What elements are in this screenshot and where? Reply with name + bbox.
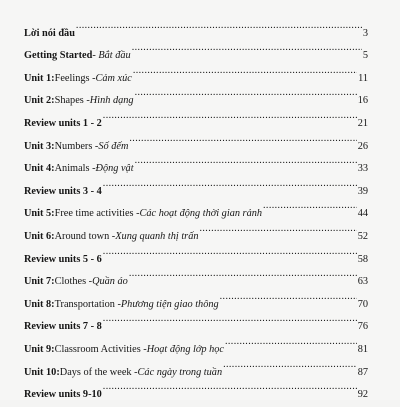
toc-page-number: 70 (357, 298, 368, 310)
toc-unit-label: Unit 4: (24, 163, 55, 175)
toc-entry-english: Days of the week - (59, 366, 138, 378)
toc-page-number: 3 (362, 27, 368, 39)
dot-leader (103, 171, 357, 194)
dot-leader (135, 149, 357, 172)
toc-entry-english: Transportation - (54, 298, 121, 310)
toc-page-number: 33 (357, 163, 368, 175)
dot-leader (220, 284, 357, 307)
table-of-contents (24, 13, 368, 401)
toc-entry-english: Clothes - (54, 276, 93, 288)
toc-entry-vietnamese: Số đếm (98, 140, 129, 152)
dot-leader (103, 103, 357, 126)
toc-entry-title: Review units 5 - 6 (24, 253, 102, 265)
toc-page-number: 21 (357, 117, 368, 129)
toc-entry-title: Review units 3 - 4 (24, 185, 102, 197)
toc-entry-title: Review units 7 - 8 (24, 321, 102, 333)
toc-entry-foreword (24, 13, 368, 39)
toc-page-number: 87 (357, 366, 368, 378)
toc-entry-vietnamese: Động vật (95, 163, 134, 175)
toc-unit-label: Unit 9: (24, 343, 55, 355)
toc-page-number: 16 (357, 95, 368, 107)
toc-page-number: 81 (357, 343, 368, 355)
toc-entry-vietnamese: Phương tiện giao thông (120, 298, 219, 310)
dot-leader (103, 307, 357, 330)
toc-entry-vietnamese: Hình dạng (89, 95, 134, 107)
dot-leader (223, 352, 357, 375)
toc-entry-english: Around town - (54, 230, 116, 242)
toc-entry-vietnamese: Cảm xúc (95, 72, 132, 84)
toc-page-number: 26 (357, 140, 368, 152)
toc-unit-label: Unit 8: (24, 298, 55, 310)
toc-page-number: 52 (357, 230, 368, 242)
toc-entry-vietnamese: - Bắt đầu (92, 50, 131, 62)
toc-entry-title: Review units 9-10 (24, 389, 102, 401)
toc-unit-label: Unit 7: (24, 276, 55, 288)
toc-unit-label: Unit 2: (24, 95, 55, 107)
dot-leader (129, 262, 357, 285)
toc-page-number: 76 (357, 321, 368, 333)
toc-unit-label: Unit 6: (24, 230, 55, 242)
toc-page-number: 39 (357, 185, 368, 197)
toc-entry-english: Numbers - (54, 140, 99, 152)
dot-leader (263, 194, 357, 217)
toc-entry-vietnamese: Quần áo (92, 276, 128, 288)
toc-entry-getting-started (24, 36, 368, 62)
toc-entry-english: Free time activities - (54, 208, 140, 220)
toc-entry-title: Lời nói đầu (24, 27, 75, 39)
toc-page-number: 63 (357, 276, 368, 288)
toc-entry-title: Review units 1 - 2 (24, 117, 102, 129)
dot-leader (200, 216, 357, 239)
dot-leader (103, 375, 357, 398)
toc-entry-vietnamese: Hoạt động lớp học (146, 343, 224, 355)
toc-unit-label: Unit 1: (24, 72, 55, 84)
dot-leader (103, 239, 357, 262)
toc-unit-label: Unit 3: (24, 140, 55, 152)
toc-page-number: 92 (357, 389, 368, 401)
toc-entry-title: Getting Started (24, 50, 93, 62)
toc-page-number: 58 (357, 253, 368, 265)
dot-leader (225, 329, 357, 352)
toc-page-number: 11 (358, 72, 368, 84)
toc-entry-vietnamese: Các hoạt động thời gian rảnh (139, 208, 263, 220)
dot-leader (129, 126, 356, 149)
toc-entry-english: Animals - (54, 163, 96, 175)
toc-entry-vietnamese: Xung quanh thị trấn (115, 230, 199, 242)
dot-leader (133, 58, 357, 81)
toc-entry-english: Classroom Activities - (54, 343, 147, 355)
toc-page-number: 5 (362, 50, 368, 62)
dot-leader (132, 36, 362, 59)
toc-entry-vietnamese: Các ngày trong tuần (137, 366, 223, 378)
toc-entry-english: Feelings - (54, 72, 96, 84)
toc-unit-label: Unit 10: (24, 366, 60, 378)
dot-leader (76, 13, 362, 36)
toc-entry-english: Shapes - (54, 95, 90, 107)
toc-page-number: 44 (357, 208, 368, 220)
toc-unit-label: Unit 5: (24, 208, 55, 220)
dot-leader (135, 81, 357, 104)
